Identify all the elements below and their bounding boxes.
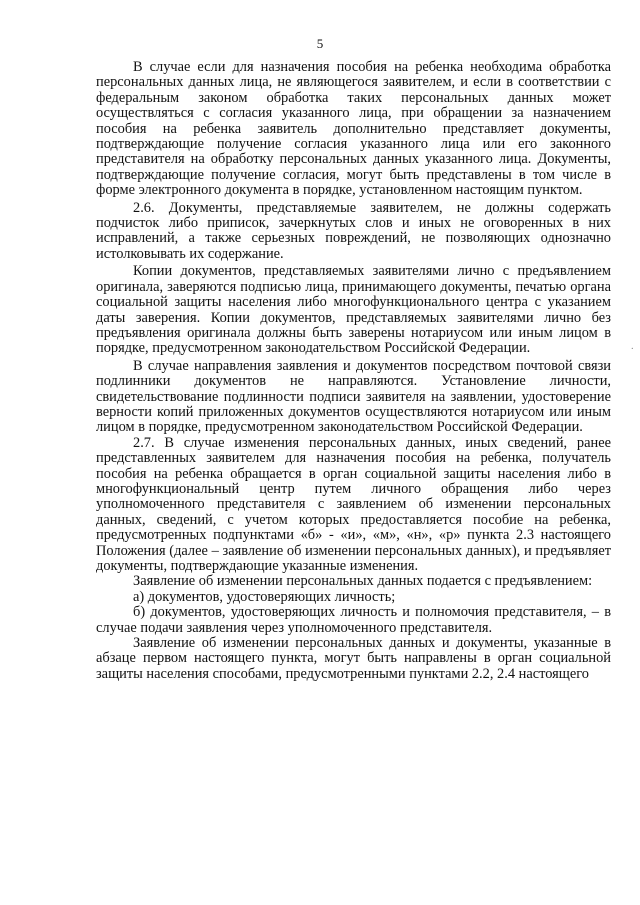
list-item-a: а) документов, удостоверяющих личность;	[133, 588, 396, 605]
paragraph-copies: Копии документов, представляемых заявителями лично с предъявлением оригинала, заверяются подписью лица, принимающего документы, печатью органа социальной защиты населения либо многофункционального центра с указанием даты заверения. Копии документов, представляемых заявителями лично без предъявления оригинала должны быть заверены нотариусом или иным лицом в порядке, предусмотренном законодательством Российской Федерации.	[96, 263, 611, 357]
paragraph-application-submitted: Заявление об изменении персональных данных подается с предъявлением:	[133, 573, 593, 590]
paragraph-postal: В случае направления заявления и документов посредством почтовой связи подлинники документов не направляются. Установление личности, свидетельствование подлинности подписи заявителя на заявлении, удостоверение верности копий приложенных документов осуществляются нотариусом или иным лицом в порядке, предусмотренном законодательством Российской Федерации.	[96, 357, 611, 436]
paragraph-consent: В случае если для назначения пособия на ребенка необходима обработка персональных данных лица, не являющегося заявителем, и если в соответствии с федеральным законом обработка таких персональных данных может осуществляться с согласия указанного лица, при обращении за назначением пособия на ребенка заявитель дополнительно представляет документы, подтверждающие получение согласия указанного лица или его законного представителя на обработку персональных данных указанного лица. Документы, подтверждающие получение согласия, могут быть представлены в том числе в форме электронного документа в порядке, установленном настоящим пунктом.	[96, 59, 611, 199]
margin-mark: ·	[630, 344, 634, 355]
list-item-b: б) документов, удостоверяющих личность и полномочия представителя, – в случае подачи заявления через уполномоченного представителя.	[96, 604, 611, 636]
paragraph-2-6: 2.6. Документы, представляемые заявителем, не должны содержать подчисток либо приписок, зачеркнутых слов и иных не оговоренных в них исправлений, а также серьезных повреждений, не позволяющих однозначно истолковывать их содержание.	[96, 199, 611, 262]
paragraph-application-sent: Заявление об изменении персональных данных и документы, указанные в абзаце первом настоящего пункта, могут быть направлены в орган социальной защиты населения способами, предусмотренными пунктами 2.2, 2.4 настоящего	[96, 635, 611, 682]
document-body	[96, 60, 611, 682]
page-number: 5	[316, 36, 324, 51]
paragraph-2-7: 2.7. В случае изменения персональных данных, иных сведений, ранее представленных заявителем для назначения пособия на ребенка, получатель пособия на ребенка обращается в орган социальной защиты населения либо в многофункциональный центр путем личного обращения либо через уполномоченного представителя с заявлением об изменении персональных данных, сведений, с учетом которых предоставляется пособие на ребенка, предусмотренных подпунктами «б» - «и», «м», «н», «р» пункта 2.3 настоящего Положения (далее – заявление об изменении персональных данных), и предъявляет документы, подтверждающие указанные изменения.	[96, 434, 611, 574]
